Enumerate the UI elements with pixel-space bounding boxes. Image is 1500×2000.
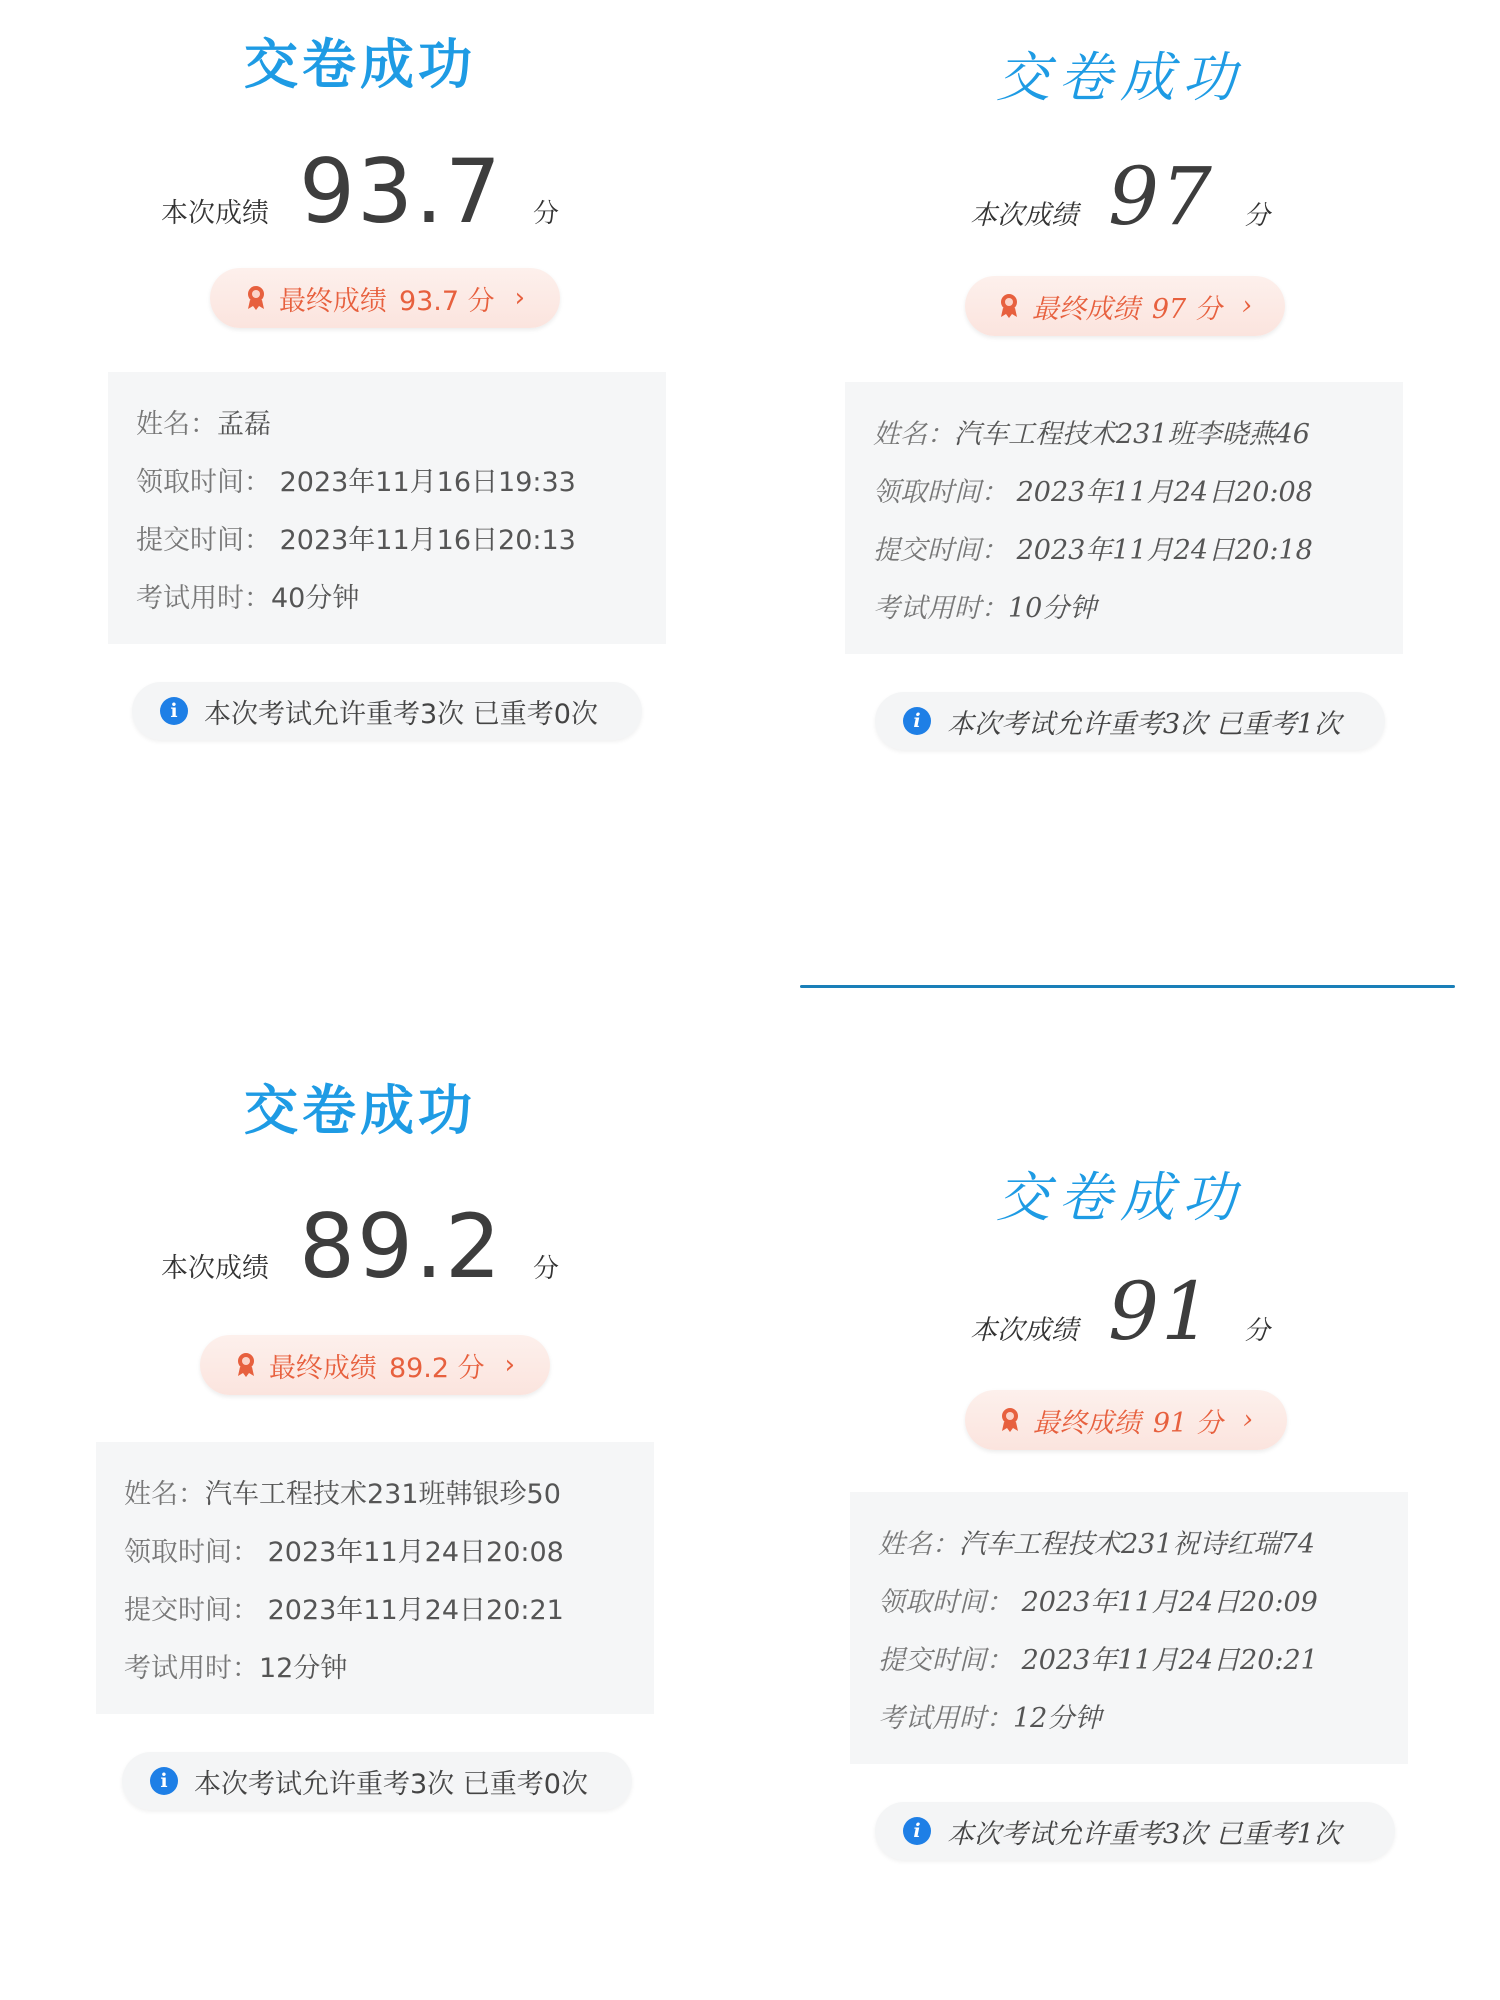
score-unit: 分 xyxy=(532,199,559,229)
final-score-button[interactable] xyxy=(210,268,560,328)
final-score-value: 89.2 分 xyxy=(388,1352,485,1384)
retake-text: 本次考试允许重考3次 已重考0次 xyxy=(194,1768,588,1800)
submit-time-value: 2023年11月16日20:13 xyxy=(279,525,576,556)
exam-info-panel xyxy=(108,372,666,644)
submit-time-label: 提交时间： xyxy=(136,525,271,556)
duration-row xyxy=(124,1646,347,1685)
duration-row xyxy=(136,576,359,615)
receive-time-row xyxy=(878,1580,1318,1619)
duration-row xyxy=(878,1696,1101,1735)
name-value: 汽车工程技术231班李晓燕46 xyxy=(954,419,1310,450)
receive-time-label: 领取时间： xyxy=(124,1537,259,1568)
submit-time-label: 提交时间： xyxy=(873,535,1008,566)
final-score-label: 最终成绩 xyxy=(1031,293,1140,325)
final-score-value: 97 分 xyxy=(1151,293,1222,325)
chevron-right-icon: › xyxy=(514,283,526,313)
receive-time-row xyxy=(873,470,1313,509)
info-icon: i xyxy=(903,1817,931,1845)
medal-icon xyxy=(235,1352,257,1378)
submit-time-label: 提交时间： xyxy=(878,1645,1013,1676)
final-score-value: 93.7 分 xyxy=(398,285,495,317)
final-score-button[interactable] xyxy=(965,1390,1287,1450)
score-row xyxy=(0,140,720,250)
chevron-right-icon: › xyxy=(1242,1405,1254,1435)
duration-value: 12分钟 xyxy=(259,1653,348,1684)
receive-time-label: 领取时间： xyxy=(873,477,1008,508)
retake-text: 本次考试允许重考3次 已重考1次 xyxy=(947,1818,1341,1850)
result-card-3 xyxy=(0,1000,720,1960)
name-value: 汽车工程技术231祝诗红瑞74 xyxy=(959,1529,1315,1560)
final-score-label: 最终成绩 xyxy=(278,285,387,317)
receive-time-value: 2023年11月24日20:08 xyxy=(267,1537,564,1568)
medal-icon xyxy=(245,285,267,311)
score-label: 本次成绩 xyxy=(161,198,270,229)
duration-label: 考试用时： xyxy=(136,583,271,614)
score-value: 97 xyxy=(1108,150,1214,243)
name-row xyxy=(878,1522,1315,1561)
final-score-label: 最终成绩 xyxy=(268,1352,377,1384)
score-row xyxy=(760,150,1480,260)
score-unit: 分 xyxy=(1243,1316,1270,1346)
score-row xyxy=(760,1265,1480,1375)
name-row xyxy=(136,402,271,441)
name-label: 姓名： xyxy=(873,419,954,450)
duration-label: 考试用时： xyxy=(124,1653,259,1684)
duration-row xyxy=(873,586,1096,625)
receive-time-value: 2023年11月24日20:08 xyxy=(1016,477,1313,508)
retake-notice xyxy=(132,682,642,740)
name-value: 孟磊 xyxy=(217,409,271,440)
final-score-label: 最终成绩 xyxy=(1032,1407,1141,1439)
name-label: 姓名： xyxy=(136,409,217,440)
name-row xyxy=(124,1472,561,1511)
duration-label: 考试用时： xyxy=(878,1703,1013,1734)
receive-time-row xyxy=(136,460,576,499)
page-title: 交卷成功 xyxy=(996,46,1244,109)
result-card-1 xyxy=(0,0,720,960)
receive-time-value: 2023年11月16日19:33 xyxy=(279,467,576,498)
name-label: 姓名： xyxy=(124,1479,205,1510)
name-value: 汽车工程技术231班韩银珍50 xyxy=(205,1479,561,1510)
name-row xyxy=(873,412,1310,451)
score-value: 89.2 xyxy=(299,1195,503,1298)
duration-value: 40分钟 xyxy=(271,583,360,614)
receive-time-label: 领取时间： xyxy=(878,1587,1013,1618)
score-label: 本次成绩 xyxy=(970,1315,1079,1346)
info-icon: i xyxy=(150,1767,178,1795)
chevron-right-icon: › xyxy=(504,1350,516,1380)
duration-value: 10分钟 xyxy=(1008,593,1097,624)
score-value: 91 xyxy=(1108,1265,1214,1358)
submit-time-row xyxy=(878,1638,1318,1677)
page-title: 交卷成功 xyxy=(996,1166,1244,1229)
retake-notice xyxy=(122,1752,632,1810)
divider xyxy=(800,985,1455,988)
retake-text: 本次考试允许重考3次 已重考0次 xyxy=(204,698,598,730)
receive-time-value: 2023年11月24日20:09 xyxy=(1021,1587,1318,1618)
result-card-2 xyxy=(760,0,1480,960)
page-title: 交卷成功 xyxy=(244,33,476,96)
medal-icon xyxy=(998,293,1020,319)
receive-time-label: 领取时间： xyxy=(136,467,271,498)
name-label: 姓名： xyxy=(878,1529,959,1560)
score-unit: 分 xyxy=(532,1254,559,1284)
page-title: 交卷成功 xyxy=(244,1079,476,1142)
chevron-right-icon: › xyxy=(1241,291,1253,321)
score-label: 本次成绩 xyxy=(161,1253,270,1284)
info-icon: i xyxy=(903,707,931,735)
retake-text: 本次考试允许重考3次 已重考1次 xyxy=(947,708,1341,740)
submit-time-value: 2023年11月24日20:18 xyxy=(1016,535,1313,566)
submit-time-row xyxy=(124,1588,564,1627)
final-score-value: 91 分 xyxy=(1152,1407,1223,1439)
receive-time-row xyxy=(124,1530,564,1569)
duration-value: 12分钟 xyxy=(1013,1703,1102,1734)
result-card-4 xyxy=(760,1000,1480,1960)
submit-time-row xyxy=(136,518,576,557)
submit-time-value: 2023年11月24日20:21 xyxy=(267,1595,564,1626)
retake-notice xyxy=(875,692,1385,750)
submit-time-row xyxy=(873,528,1313,567)
duration-label: 考试用时： xyxy=(873,593,1008,624)
submit-time-value: 2023年11月24日20:21 xyxy=(1021,1645,1318,1676)
score-label: 本次成绩 xyxy=(970,200,1079,231)
final-score-button[interactable] xyxy=(200,1335,550,1395)
medal-icon xyxy=(999,1407,1021,1433)
score-value: 93.7 xyxy=(299,140,503,243)
info-icon: i xyxy=(160,697,188,725)
exam-info-panel xyxy=(845,382,1403,654)
submit-time-label: 提交时间： xyxy=(124,1595,259,1626)
exam-info-panel xyxy=(96,1442,654,1714)
score-unit: 分 xyxy=(1243,201,1270,231)
retake-notice xyxy=(875,1802,1395,1860)
score-row xyxy=(0,1195,720,1305)
final-score-button[interactable] xyxy=(965,276,1285,336)
exam-info-panel xyxy=(850,1492,1408,1764)
